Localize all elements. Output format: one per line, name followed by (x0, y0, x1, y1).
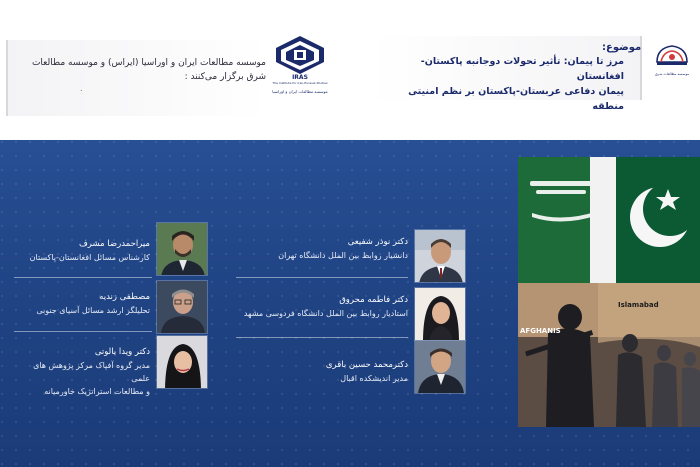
subject-text (374, 54, 624, 114)
speaker-photo-zandieh (156, 280, 208, 334)
speaker-photo-mahrough (414, 287, 466, 341)
speaker-role-line-1: مدیر گروه آفپاک مرکز پژوهش های علمی (33, 361, 150, 383)
subject-line-1: مرز تا پیمان: تأثیر تحولات دوجانبه پاکستان-افغانستان (420, 56, 624, 82)
divider (14, 277, 152, 278)
iras-caption-en: The Institute for Iran-Eurasia Studies (272, 81, 328, 85)
speaker-name: میراحمدرضا مشرف (78, 239, 150, 249)
speaker-name: دکترمحمد حسین باقری (325, 360, 408, 370)
flags-and-soldiers-image (518, 157, 700, 427)
speaker-role: تحلیلگر ارشد مسائل آسیای جنوبی (36, 306, 150, 315)
map-label-islamabad: Islamabad (618, 301, 659, 309)
speaker-name: دکتر ویدا یالوتی (94, 347, 150, 357)
iras-emblem-icon (270, 34, 330, 80)
divider (14, 331, 152, 332)
news-collage (518, 157, 700, 427)
speaker-role: دانشیار روابط بین الملل دانشگاه تهران (278, 251, 408, 260)
shargh-caption: موسسه مطالعات شرق (654, 72, 690, 76)
speaker-photo-shafiei (414, 229, 466, 283)
speaker-info-moshref (14, 238, 150, 264)
organizers-text (20, 56, 266, 94)
speaker-info-bagheri (236, 359, 408, 385)
iras-logo-text: IRAS (292, 74, 308, 80)
speaker-role: استادیار روابط بین الملل دانشگاه فردوسی مشهد (243, 309, 408, 318)
person-avatar-icon (415, 230, 466, 283)
person-avatar-icon (157, 336, 208, 389)
speaker-role-line-2: و مطالعات استراتژیک خاورمیانه (44, 387, 150, 396)
speaker-name: دکتر نوذر شفیعی (347, 237, 408, 247)
person-avatar-icon (157, 223, 208, 276)
speaker-role: مدیر اندیشکده اقبال (340, 374, 408, 383)
header (0, 0, 700, 140)
speaker-role: کارشناس مسائل افغانستان-پاکستان (29, 253, 150, 262)
person-avatar-icon (415, 288, 466, 341)
subject-line-2: پیمان دفاعی عربستان-پاکستان بر نظم امنیتی منطقه (408, 86, 624, 112)
speaker-info-mahrough (236, 294, 408, 320)
person-avatar-icon (415, 341, 466, 393)
iras-caption-fa: موسسه مطالعات ایران و اوراسیا (272, 89, 328, 94)
organizers-dots: . (80, 84, 84, 93)
speaker-name: مصطفی زندیه (99, 292, 150, 302)
person-avatar-icon (157, 281, 208, 333)
shargh-emblem-icon (651, 42, 693, 72)
divider (236, 337, 408, 338)
speaker-photo-moshref (156, 222, 208, 276)
map-label-afghanistan: AFGHANIS (520, 327, 561, 335)
speaker-info-zandieh (14, 291, 150, 317)
iras-logo (270, 34, 330, 96)
organizers-line-1: موسسه مطالعات ایران و اوراسیا (ایراس) و موسسه مطالعات (31, 58, 266, 68)
divider (236, 277, 408, 278)
speaker-photo-yalouti (156, 335, 208, 389)
speaker-name: دکتر فاطمه محروق (339, 295, 408, 305)
shargh-logo (651, 42, 693, 84)
organizers-line-2: شرق برگزار می‌کنند : (184, 72, 266, 82)
speaker-photo-bagheri (414, 340, 466, 394)
speaker-info-shafiei (236, 236, 408, 262)
speaker-info-yalouti (14, 346, 150, 398)
subject-label: موضوع: (602, 42, 642, 53)
